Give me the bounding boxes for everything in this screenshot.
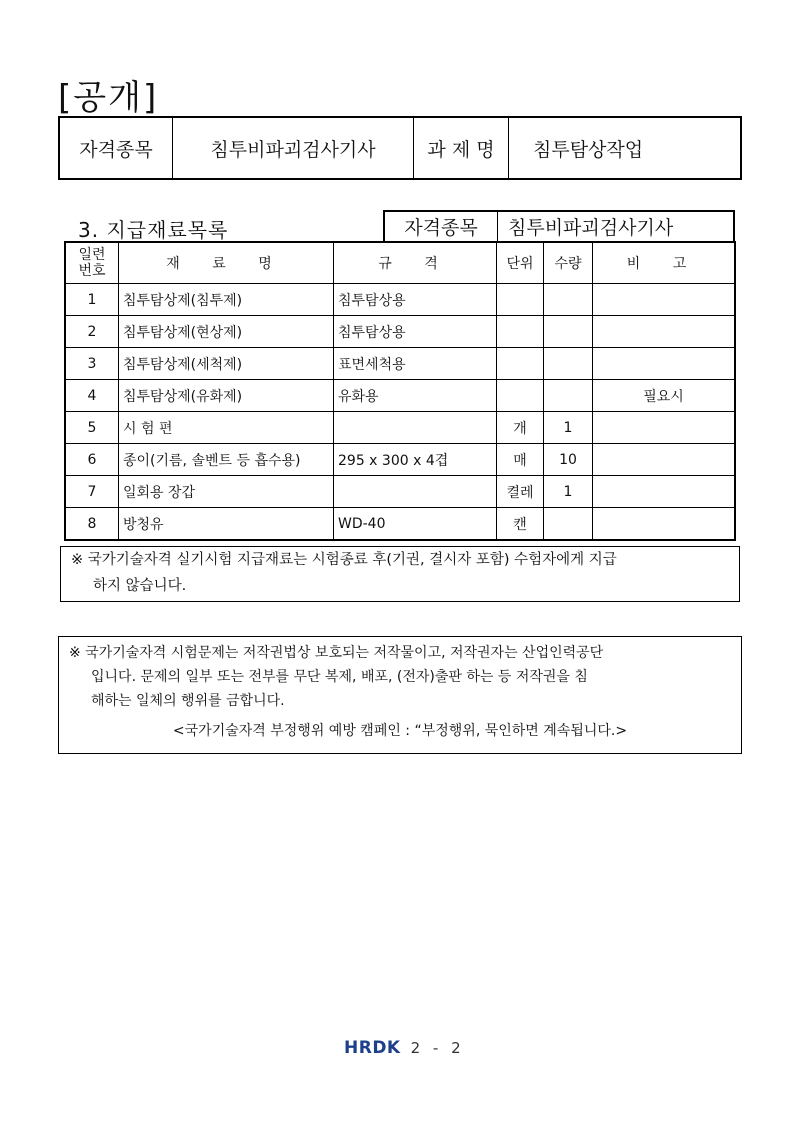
table-row xyxy=(65,444,735,476)
col-header-note xyxy=(593,242,736,284)
cell-name: 침투탐상제(유화제) xyxy=(119,380,334,412)
qualification-label: 자격종목 xyxy=(59,117,173,179)
cell-no: 2 xyxy=(65,316,119,348)
cell-qty xyxy=(544,316,593,348)
copyright-notice-line1: ※ 국가기술자격 시험문제는 저작권법상 보호되는 저작물이고, 저작권자는 산업인력공단 xyxy=(69,645,604,661)
page-footer xyxy=(344,1038,465,1058)
cell-spec: 침투탐상용 xyxy=(334,284,497,316)
materials-notice-line1: ※ 국가기술자격 실기시험 지급재료는 시험종료 후(기권, 결시자 포함) 수험자에게 지급 xyxy=(71,552,617,568)
materials-notice xyxy=(60,546,740,602)
col-header-spec xyxy=(334,242,497,284)
cell-unit: 매 xyxy=(497,444,544,476)
col-header-no-line1: 일련 xyxy=(78,247,106,263)
cell-no: 7 xyxy=(65,476,119,508)
cell-spec: 침투탐상용 xyxy=(334,316,497,348)
cell-unit: 개 xyxy=(497,412,544,444)
table-row xyxy=(65,348,735,380)
cell-qty xyxy=(544,380,593,412)
cell-note xyxy=(593,348,736,380)
cell-note: 필요시 xyxy=(593,380,736,412)
table-row xyxy=(65,476,735,508)
section-qualification-value: 침투비파괴검사기사 xyxy=(498,211,735,242)
task-label: 과 제 명 xyxy=(414,117,509,179)
cell-qty: 1 xyxy=(544,476,593,508)
cell-name: 침투탐상제(현상제) xyxy=(119,316,334,348)
cell-spec: 표면세척용 xyxy=(334,348,497,380)
col-header-no xyxy=(65,242,119,284)
header-table xyxy=(58,116,742,180)
cell-note xyxy=(593,476,736,508)
cell-note xyxy=(593,316,736,348)
copyright-notice-line2: 입니다. 문제의 일부 또는 전부를 무단 복제, 배포, (전자)출판 하는 등 저작권을 침 xyxy=(91,669,588,685)
cell-name: 침투탐상제(세척제) xyxy=(119,348,334,380)
table-row xyxy=(65,284,735,316)
cell-unit xyxy=(497,316,544,348)
cell-note xyxy=(593,444,736,476)
copyright-notice-line3: 해하는 일체의 행위를 금합니다. xyxy=(91,693,285,709)
campaign-line: <국가기술자격 부정행위 예방 캠페인 : “부정행위, 묵인하면 계속됩니다.> xyxy=(172,723,628,739)
cell-name: 시 험 편 xyxy=(119,412,334,444)
cell-no: 8 xyxy=(65,508,119,541)
cell-spec xyxy=(334,476,497,508)
cell-spec: WD-40 xyxy=(334,508,497,541)
task-value: 침투탐상작업 xyxy=(509,117,742,179)
col-header-unit: 단위 xyxy=(497,242,544,284)
cell-name: 종이(기름, 솔벤트 등 흡수용) xyxy=(119,444,334,476)
cell-qty: 1 xyxy=(544,412,593,444)
materials-notice-line2: 하지 않습니다. xyxy=(93,578,187,594)
cell-spec: 295 x 300 x 4겹 xyxy=(334,444,497,476)
cell-unit: 캔 xyxy=(497,508,544,541)
table-row xyxy=(65,380,735,412)
hrdk-logo: HRDK xyxy=(344,1038,401,1058)
cell-unit xyxy=(497,380,544,412)
section-qualification-box xyxy=(383,210,735,242)
col-header-name xyxy=(119,242,334,284)
section-title: 3. 지급재료목록 xyxy=(78,218,229,242)
cell-note xyxy=(593,508,736,541)
col-header-spec-text: 규 격 xyxy=(378,256,452,272)
cell-name: 일회용 장갑 xyxy=(119,476,334,508)
materials-table xyxy=(64,241,736,541)
col-header-note-text: 비 고 xyxy=(626,256,701,272)
page-number: 2 - 2 xyxy=(410,1039,465,1057)
qualification-value: 침투비파괴검사기사 xyxy=(173,117,414,179)
cell-no: 6 xyxy=(65,444,119,476)
cell-note xyxy=(593,412,736,444)
table-row xyxy=(65,316,735,348)
table-row xyxy=(65,508,735,541)
cell-unit: 켤레 xyxy=(497,476,544,508)
col-header-name-text: 재 료 명 xyxy=(166,256,286,272)
cell-no: 1 xyxy=(65,284,119,316)
section-qualification-label: 자격종목 xyxy=(384,211,498,242)
cell-spec xyxy=(334,412,497,444)
col-header-qty: 수량 xyxy=(544,242,593,284)
cell-unit xyxy=(497,284,544,316)
cell-qty xyxy=(544,348,593,380)
cell-spec: 유화용 xyxy=(334,380,497,412)
public-label: [공개] xyxy=(58,78,159,118)
cell-unit xyxy=(497,348,544,380)
cell-no: 3 xyxy=(65,348,119,380)
cell-name: 방청유 xyxy=(119,508,334,541)
table-header-row xyxy=(65,242,735,284)
cell-no: 4 xyxy=(65,380,119,412)
cell-qty xyxy=(544,508,593,541)
cell-note xyxy=(593,284,736,316)
col-header-no-line2: 번호 xyxy=(78,263,106,279)
cell-name: 침투탐상제(침투제) xyxy=(119,284,334,316)
cell-no: 5 xyxy=(65,412,119,444)
copyright-notice xyxy=(58,636,742,754)
cell-qty xyxy=(544,284,593,316)
table-row xyxy=(65,412,735,444)
cell-qty: 10 xyxy=(544,444,593,476)
